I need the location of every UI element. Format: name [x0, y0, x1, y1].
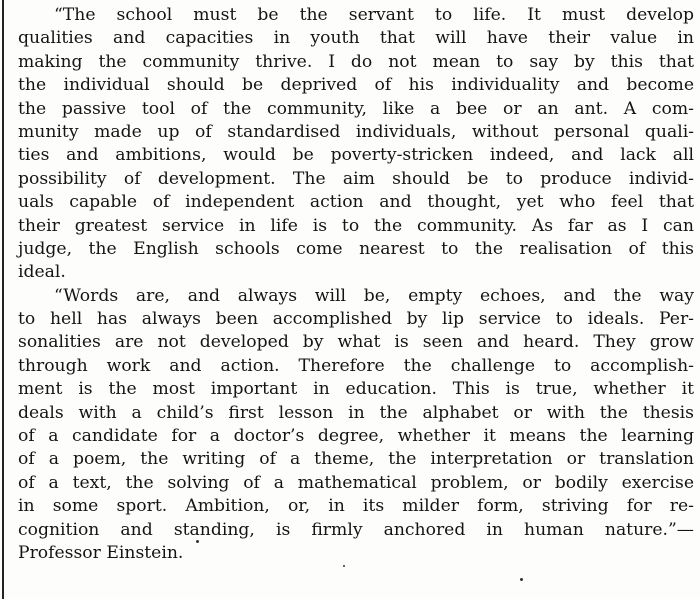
- text-line: of a poem, the writing of a theme, the interpretation or translation: [18, 449, 694, 470]
- text-line: through work and action. Therefore the challenge to accomplish-: [18, 355, 694, 376]
- ink-speck: [520, 578, 523, 581]
- ink-speck: [196, 540, 199, 543]
- ink-speck: [343, 565, 345, 567]
- text-line: “Words are, and always will be, empty echoes, and the way: [54, 285, 694, 306]
- text-line: the individual should be deprived of his individuality and become: [18, 75, 694, 96]
- text-line: judge, the English schools come nearest to the realisation of this: [18, 238, 694, 259]
- text-line: their greatest service in life is to the community. As far as I can: [18, 215, 694, 236]
- text-line: in some sport. Ambition, or, in its milder form, striving for re-: [18, 496, 694, 517]
- text-line: the passive tool of the community, like a bee or an ant. A com-: [18, 98, 694, 119]
- text-line: making the community thrive. I do not mean to say by this that: [18, 51, 694, 72]
- text-line: “The school must be the servant to life. It must develop: [54, 5, 694, 25]
- paragraph-words-empty-echoes: [18, 285, 694, 566]
- text-line: ties and ambitions, would be poverty-stricken indeed, and lack all: [18, 145, 694, 166]
- text-line: sonalities are not developed by what is seen and heard. They grow: [18, 332, 694, 353]
- text-line: uals capable of independent action and thought, yet who feel that: [18, 192, 694, 213]
- text-line: of a candidate for a doctor’s degree, whether it means the learning: [18, 426, 694, 447]
- attribution-line: Professor Einstein.: [18, 542, 184, 563]
- text-line: ideal.: [18, 262, 66, 283]
- paragraph-school-servant: [18, 4, 694, 285]
- text-line: munity made up of standardised individuals, without personal quali-: [18, 121, 694, 142]
- text-line: of a text, the solving of a mathematical problem, or bodily exercise: [18, 472, 694, 493]
- text-line: to hell has always been accomplished by lip service to ideals. Per-: [18, 309, 694, 330]
- text-line: cognition and standing, is firmly anchored in human nature.”—: [18, 519, 694, 540]
- quotation-text: [18, 4, 694, 565]
- text-line: possibility of development. The aim should be to produce individ-: [18, 168, 694, 189]
- text-line: qualities and capacities in youth that will have their value in: [18, 28, 694, 49]
- text-line: ment is the most important in education. This is true, whether it: [18, 379, 694, 400]
- left-margin-rule: [2, 0, 4, 599]
- text-line: deals with a child’s first lesson in the alphabet or with the thesis: [18, 402, 694, 423]
